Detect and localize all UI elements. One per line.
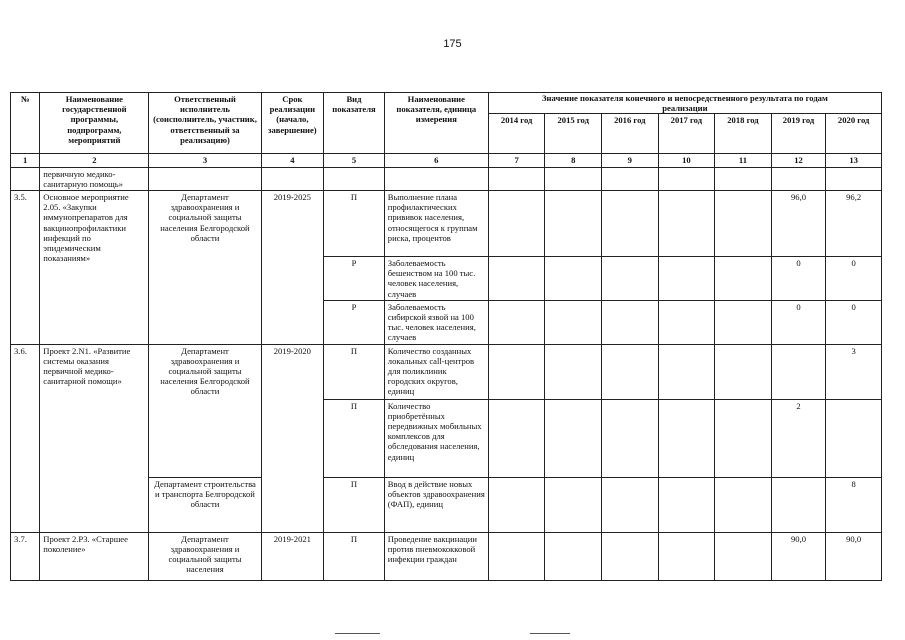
indicator-type: П	[324, 399, 385, 477]
period: 2019-2021	[261, 532, 324, 580]
header-executor: Ответственный исполнитель (соисполнитель, участник, ответственный за реализацию)	[149, 93, 261, 154]
header-name: Наименование государственной программы, подпрограмм, мероприятий	[40, 93, 149, 154]
table-row	[11, 532, 882, 580]
column-number: 6	[384, 154, 488, 167]
indicator-type: П	[324, 191, 385, 257]
value-2019	[771, 344, 826, 399]
header-year: 2017 год	[658, 114, 715, 154]
value-2019: 96,0	[771, 191, 826, 257]
page-number: 175	[443, 38, 462, 50]
value-2020: 90,0	[826, 532, 882, 580]
header-values-group: Значение показателя конечного и непосредственного результата по годам реализации	[488, 93, 881, 114]
value-2019: 0	[771, 300, 826, 344]
column-number-row	[11, 154, 882, 167]
continuation-text: первичную медико-санитарную помощь»	[40, 167, 149, 190]
header-num: №	[11, 93, 40, 154]
column-number: 2	[40, 154, 149, 167]
header-year: 2019 год	[771, 114, 826, 154]
indicator-name: Количество созданных локальных call-центров для поликлиник городских округов, единиц	[384, 344, 488, 399]
value-2020: 96,2	[826, 191, 882, 257]
column-number: 11	[715, 154, 772, 167]
value-2020: 3	[826, 344, 882, 399]
table-row	[11, 167, 882, 190]
column-number: 10	[658, 154, 715, 167]
header-type: Вид показателя	[324, 93, 385, 154]
indicator-type: Р	[324, 257, 385, 301]
column-number: 12	[771, 154, 826, 167]
column-number: 1	[11, 154, 40, 167]
column-number: 7	[488, 154, 545, 167]
value-2019	[771, 477, 826, 532]
indicator-type: П	[324, 344, 385, 399]
indicator-type: П	[324, 532, 385, 580]
table-row	[11, 191, 882, 257]
header-indicator: Наименование показателя, единица измерения	[384, 93, 488, 154]
value-2020	[826, 399, 882, 477]
header-year: 2020 год	[826, 114, 882, 154]
column-number: 9	[602, 154, 659, 167]
value-2019: 0	[771, 257, 826, 301]
column-number: 8	[545, 154, 602, 167]
period: 2019-2025	[261, 191, 324, 345]
value-2019: 90,0	[771, 532, 826, 580]
indicator-name: Ввод в действие новых объектов здравоохранения (ФАП), единиц	[384, 477, 488, 532]
indicator-type: П	[324, 477, 385, 532]
value-2019: 2	[771, 399, 826, 477]
column-number: 3	[149, 154, 261, 167]
value-2020: 8	[826, 477, 882, 532]
value-2020: 0	[826, 257, 882, 301]
header-year: 2014 год	[488, 114, 545, 154]
period: 2019-2020	[261, 344, 324, 532]
measure-name: Проект 2.N1. «Развитие системы оказания первичной медико-санитарной помощи»	[40, 344, 149, 532]
measure-name: Основное мероприятие 2.05. «Закупки иммунопрепаратов для вакцинопрофилактики инфекций по эпидемическим показаниям»	[40, 191, 149, 345]
column-number: 13	[826, 154, 882, 167]
scan-mark	[530, 633, 570, 634]
executor: Департамент здравоохранения и социальной защиты населения	[149, 532, 261, 580]
value-2020: 0	[826, 300, 882, 344]
row-number: 3.7.	[11, 532, 40, 580]
row-number: 3.5.	[11, 191, 40, 345]
indicator-name: Проведение вакцинации против пневмококковой инфекции граждан	[384, 532, 488, 580]
indicator-name: Заболеваемость бешенством на 100 тыс. человек населения, случаев	[384, 257, 488, 301]
table-row	[11, 344, 882, 399]
executor: Департамент здравоохранения и социальной защиты населения Белгородской области	[149, 344, 261, 477]
indicators-table	[10, 92, 882, 581]
header-year: 2015 год	[545, 114, 602, 154]
column-number: 4	[261, 154, 324, 167]
measure-name: Проект 2.Р3. «Старшее поколение»	[40, 532, 149, 580]
indicator-name: Заболеваемость сибирской язвой на 100 тыс. человек населения, случаев	[384, 300, 488, 344]
header-year: 2018 год	[715, 114, 772, 154]
executor: Департамент строительства и транспорта Белгородской области	[149, 477, 261, 532]
indicator-name: Выполнение плана профилактических прививок населения, относящегося к группам риска, процентов	[384, 191, 488, 257]
executor: Департамент здравоохранения и социальной защиты населения Белгородской области	[149, 191, 261, 345]
row-number: 3.6.	[11, 344, 40, 532]
scan-mark	[335, 633, 380, 634]
header-year: 2016 год	[602, 114, 659, 154]
indicator-type: Р	[324, 300, 385, 344]
column-number: 5	[324, 154, 385, 167]
indicator-name: Количество приобретённых передвижных мобильных комплексов для обследования населения, единиц	[384, 399, 488, 477]
header-period: Срок реализации (начало, завершение)	[261, 93, 324, 154]
